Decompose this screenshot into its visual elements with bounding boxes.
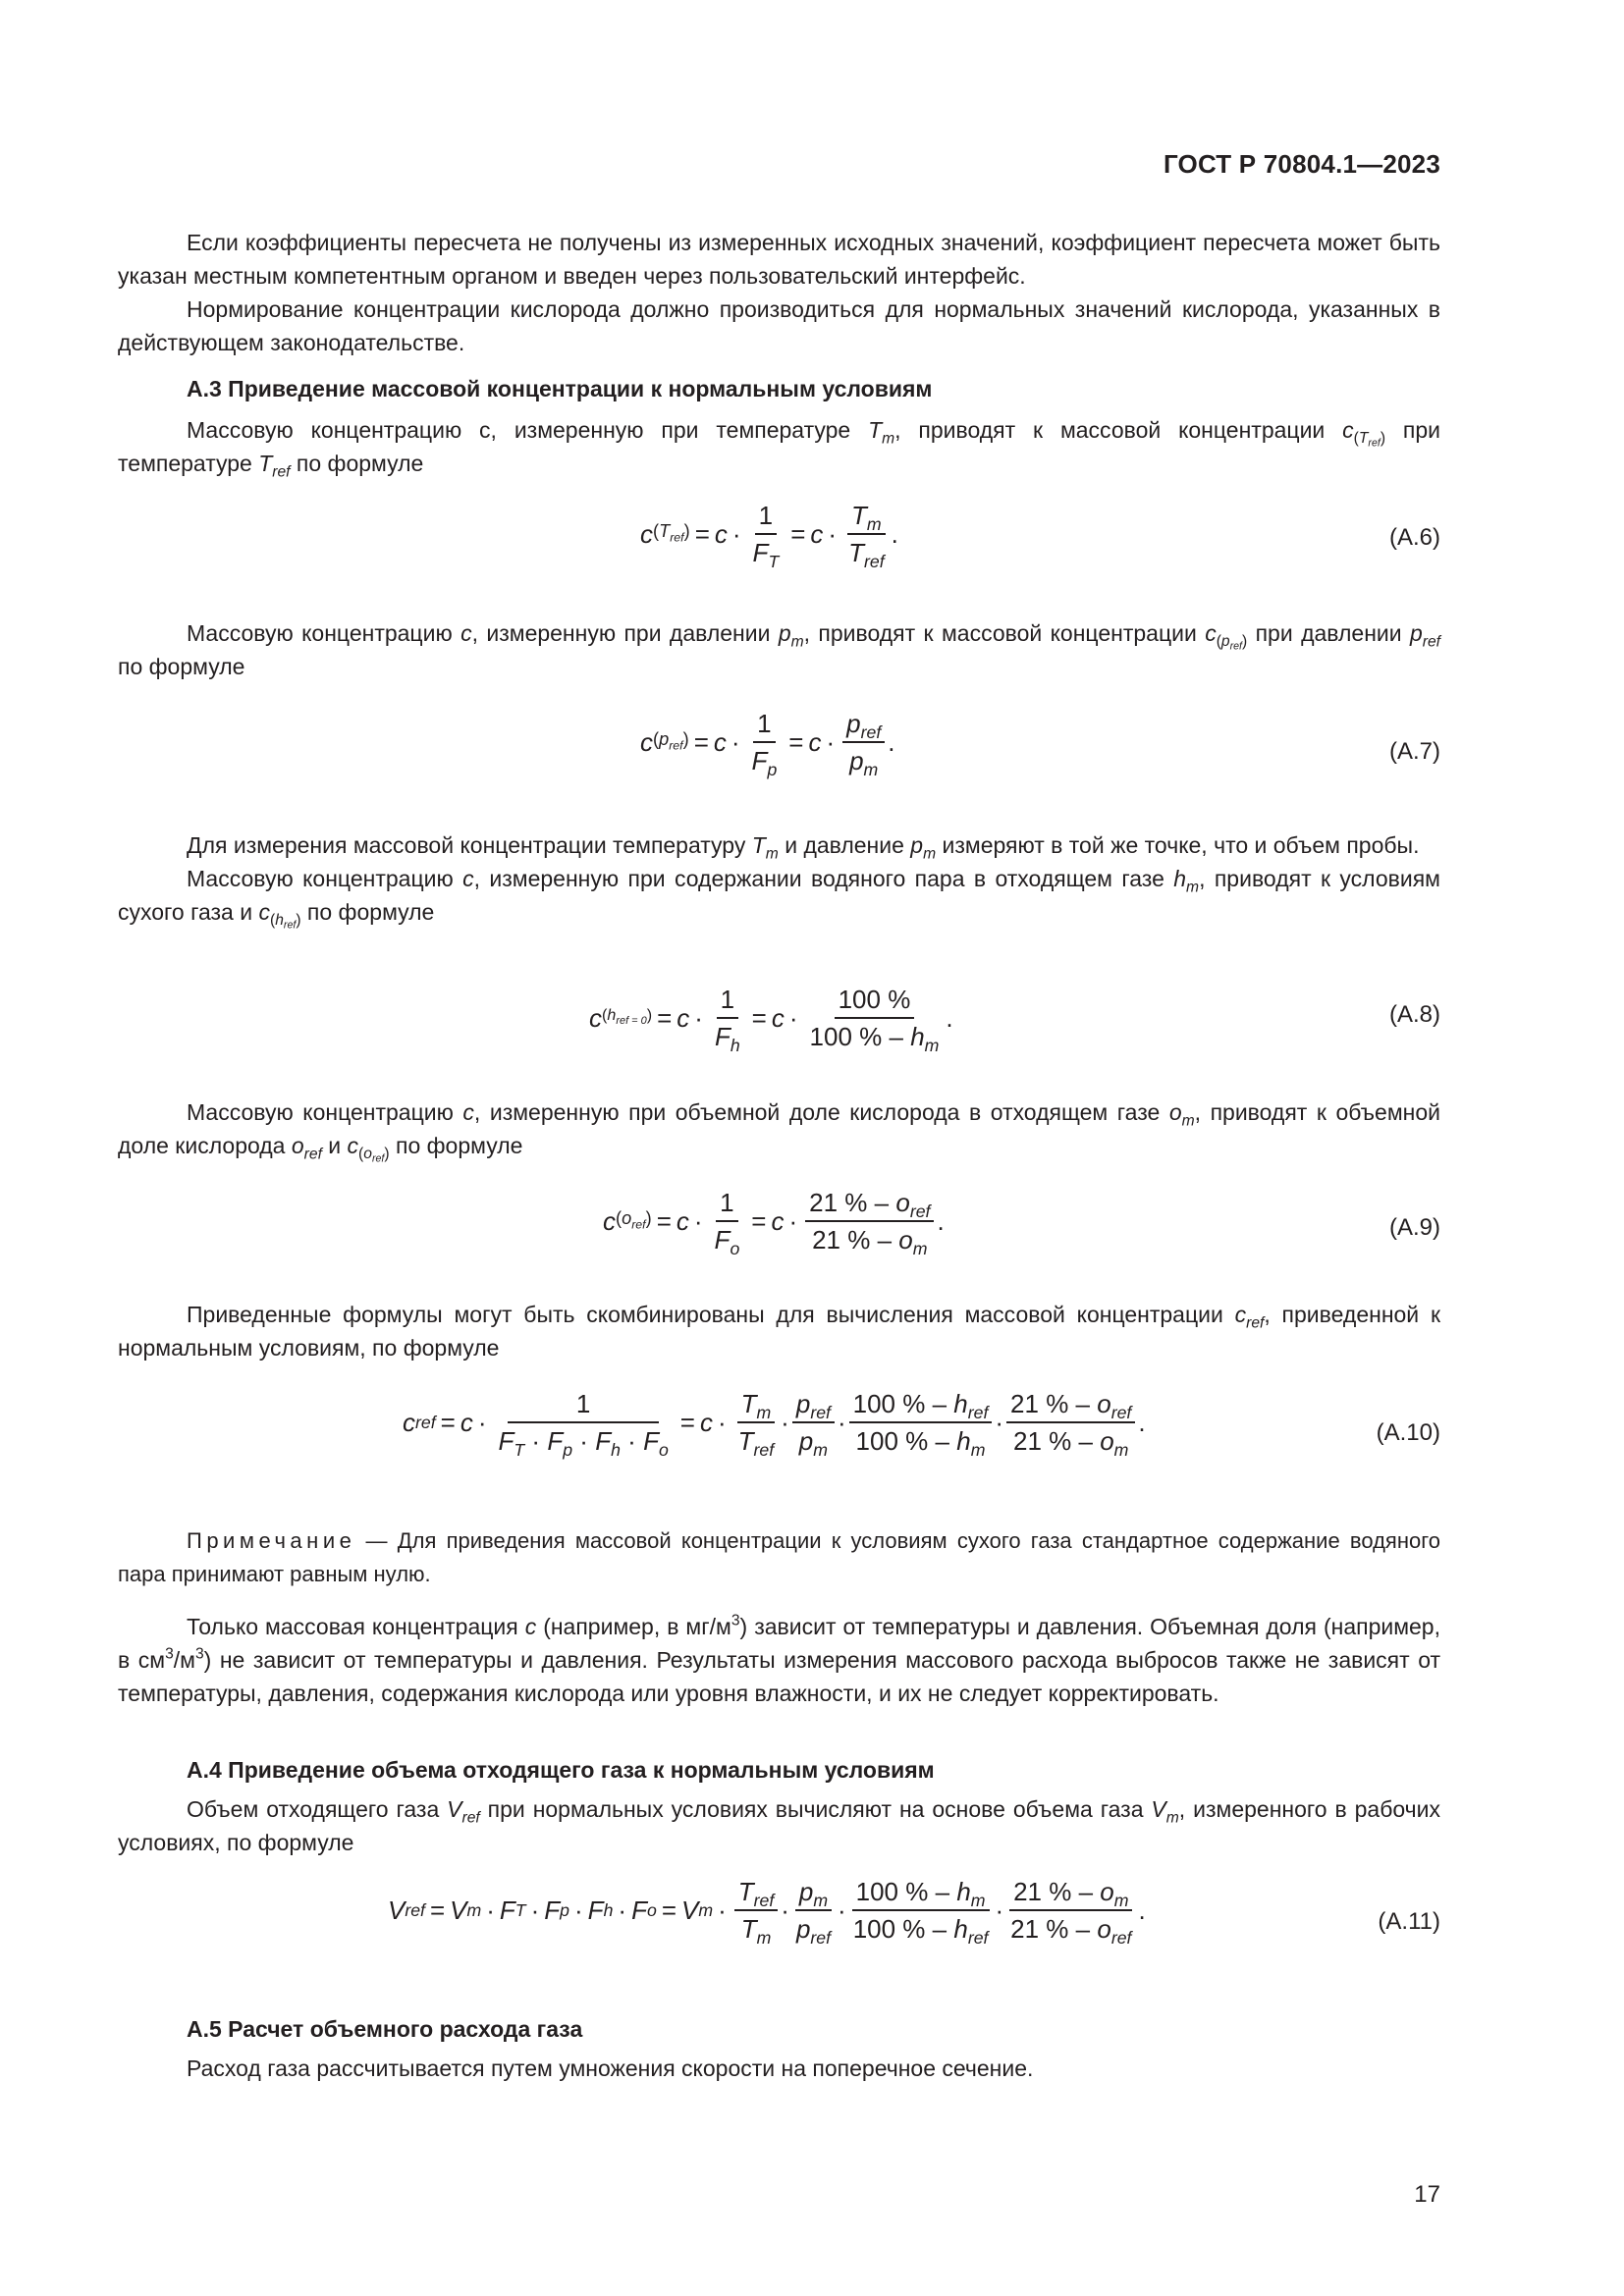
- paragraph: Если коэффициенты пересчета не получены из измеренных исходных значений, коэффициент пересчета может быть указан местным компетентным органом и введен через пользовательский интерфейс.: [118, 230, 1440, 289]
- text-block-intro: [118, 226, 1440, 359]
- page-number: 17: [1414, 2181, 1440, 2208]
- paragraph: Объем отходящего газа $V_{ref}$ при нормальных условиях вычисляют на основе объема газа $V_m$, измеренного в рабочих условиях, по формуле: [118, 1796, 1441, 1855]
- paragraph: Массовую концентрацию c, измеренную при содержании водяного пара в отходящем газе $h_m$, приводят к условиям сухого газа и $c_{(h_{ref})}$ по формуле: [118, 866, 1440, 933]
- equation-number: (А.7): [1388, 738, 1440, 765]
- section-a5: [118, 2012, 1440, 2085]
- text-block: [118, 1610, 1440, 1710]
- paragraph: Только массовая концентрация c (например, в $мг/м^3$) зависит от температуры и давления. Объемная доля (например, в $см^3/м^3$) не зависит от температуры и давления. Результаты измерения массового расхода выбросов также не зависят от температуры, давления, содержания кислорода или уровня влажности, и их не следует корректировать.: [118, 1612, 1441, 1706]
- paragraph: Приведенные формулы могут быть скомбинированы для вычисления массовой концентрации $c_{ref}$, приведенной к нормальным условиям, по формуле: [118, 1302, 1441, 1361]
- equation-number: (А.6): [1388, 524, 1440, 551]
- equation-a8: c $(h_{ref = 0})$ = c · $\frac{1}{F_h}$ = c · $\frac{100 \%}{100 \% - h_m}$ .: [589, 985, 953, 1056]
- section-heading: А.4 Приведение объема отходящего газа к нормальным условиям: [187, 1757, 935, 1783]
- document-id-header: ГОСТ Р 70804.1—2023: [1163, 149, 1440, 179]
- equation-a6: c $(T_{ref})$ = c · $\frac{1}{F_T}$ = c · $\frac{T_m}{T_{ref}}$ .: [640, 501, 898, 572]
- paragraph: Расход газа рассчитывается путем умножения скорости на поперечное сечение.: [187, 2056, 1034, 2081]
- equation-number: (А.9): [1388, 1214, 1440, 1241]
- text-block: [118, 616, 1440, 683]
- equation-number: (А.10): [1376, 1419, 1440, 1446]
- note-label: Примечание: [187, 1528, 356, 1553]
- text-block: [118, 1298, 1440, 1364]
- section-a4: [118, 1753, 1440, 1859]
- section-heading: А.3 Приведение массовой концентрации к нормальным условиям: [187, 376, 933, 401]
- equation-a9: c $(o_{ref})$ = c · $\frac{1}{F_o}$ = c · $\frac{21 \% - o_{ref}}{21 \% - o_m}$ .: [603, 1188, 945, 1259]
- paragraph: Массовую концентрацию c, измеренную при давлении $p_m$, приводят к массовой концентрации $c_{(p_{ref})}$ при давлении $p_{ref}$ по формуле: [118, 620, 1440, 679]
- paragraph: Для измерения массовой концентрации температуру $T_m$ и давление $p_m$ измеряют в той же точке, что и объем пробы.: [187, 832, 1420, 863]
- equation-number: (А.11): [1378, 1908, 1440, 1935]
- text-block: [118, 1095, 1440, 1166]
- equation-a11: V ref = V m · F T · F p · F h · F o = V m · $\frac{T_{ref}}{T_m}$ · $\frac{p_m}{p_{ref}}$ · $\frac{100 \% - h_m}{100 \% - h_{ref}}$ · $\frac{21 \% - o_m}{21 \% - o_{ref}}$ .: [388, 1877, 1146, 1949]
- paragraph: Нормирование концентрации кислорода должно производиться для нормальных значений кислорода, указанных в действующем законодательстве.: [118, 296, 1440, 355]
- equation-number: (А.8): [1388, 1001, 1440, 1028]
- paragraph: Массовую концентрацию c, измеренную при объемной доле кислорода в отходящем газе $o_m$, приводят к объемной доле кислорода $o_{ref}$ и $c_{(o_{ref})}$ по формуле: [118, 1099, 1440, 1166]
- note-block: [118, 1524, 1440, 1591]
- note: Примечание — Для приведения массовой концентрации к условиям сухого газа стандартное содержание водяного пара принимают равным нулю.: [118, 1528, 1440, 1586]
- section-heading: А.5 Расчет объемного расхода газа: [187, 2016, 583, 2042]
- paragraph: Массовую концентрацию с, измеренную при температуре $T_m$, приводят к массовой концентрации $c_{(T_{ref})}$ при температуре $T_{ref}$ по формуле: [118, 417, 1440, 481]
- equation-a7: c $(p_{ref})$ = c · $\frac{1}{F_p}$ = c · $\frac{p_{ref}}{p_m}$ .: [640, 709, 895, 780]
- equation-a10: c ref = c · $\frac{1}{F_T \cdot F_p \cdot F_h \cdot F_o}$ = c · $\frac{T_m}{T_{ref}}$ · $\frac{p_{ref}}{p_m}$ · $\frac{100 \% - h_{ref}}{100 \% - h_m}$ · $\frac{21 \% - o_{ref}}{21 \% - o_m}$ .: [403, 1389, 1146, 1461]
- text-block: [118, 828, 1440, 933]
- section-a3: [118, 372, 1440, 480]
